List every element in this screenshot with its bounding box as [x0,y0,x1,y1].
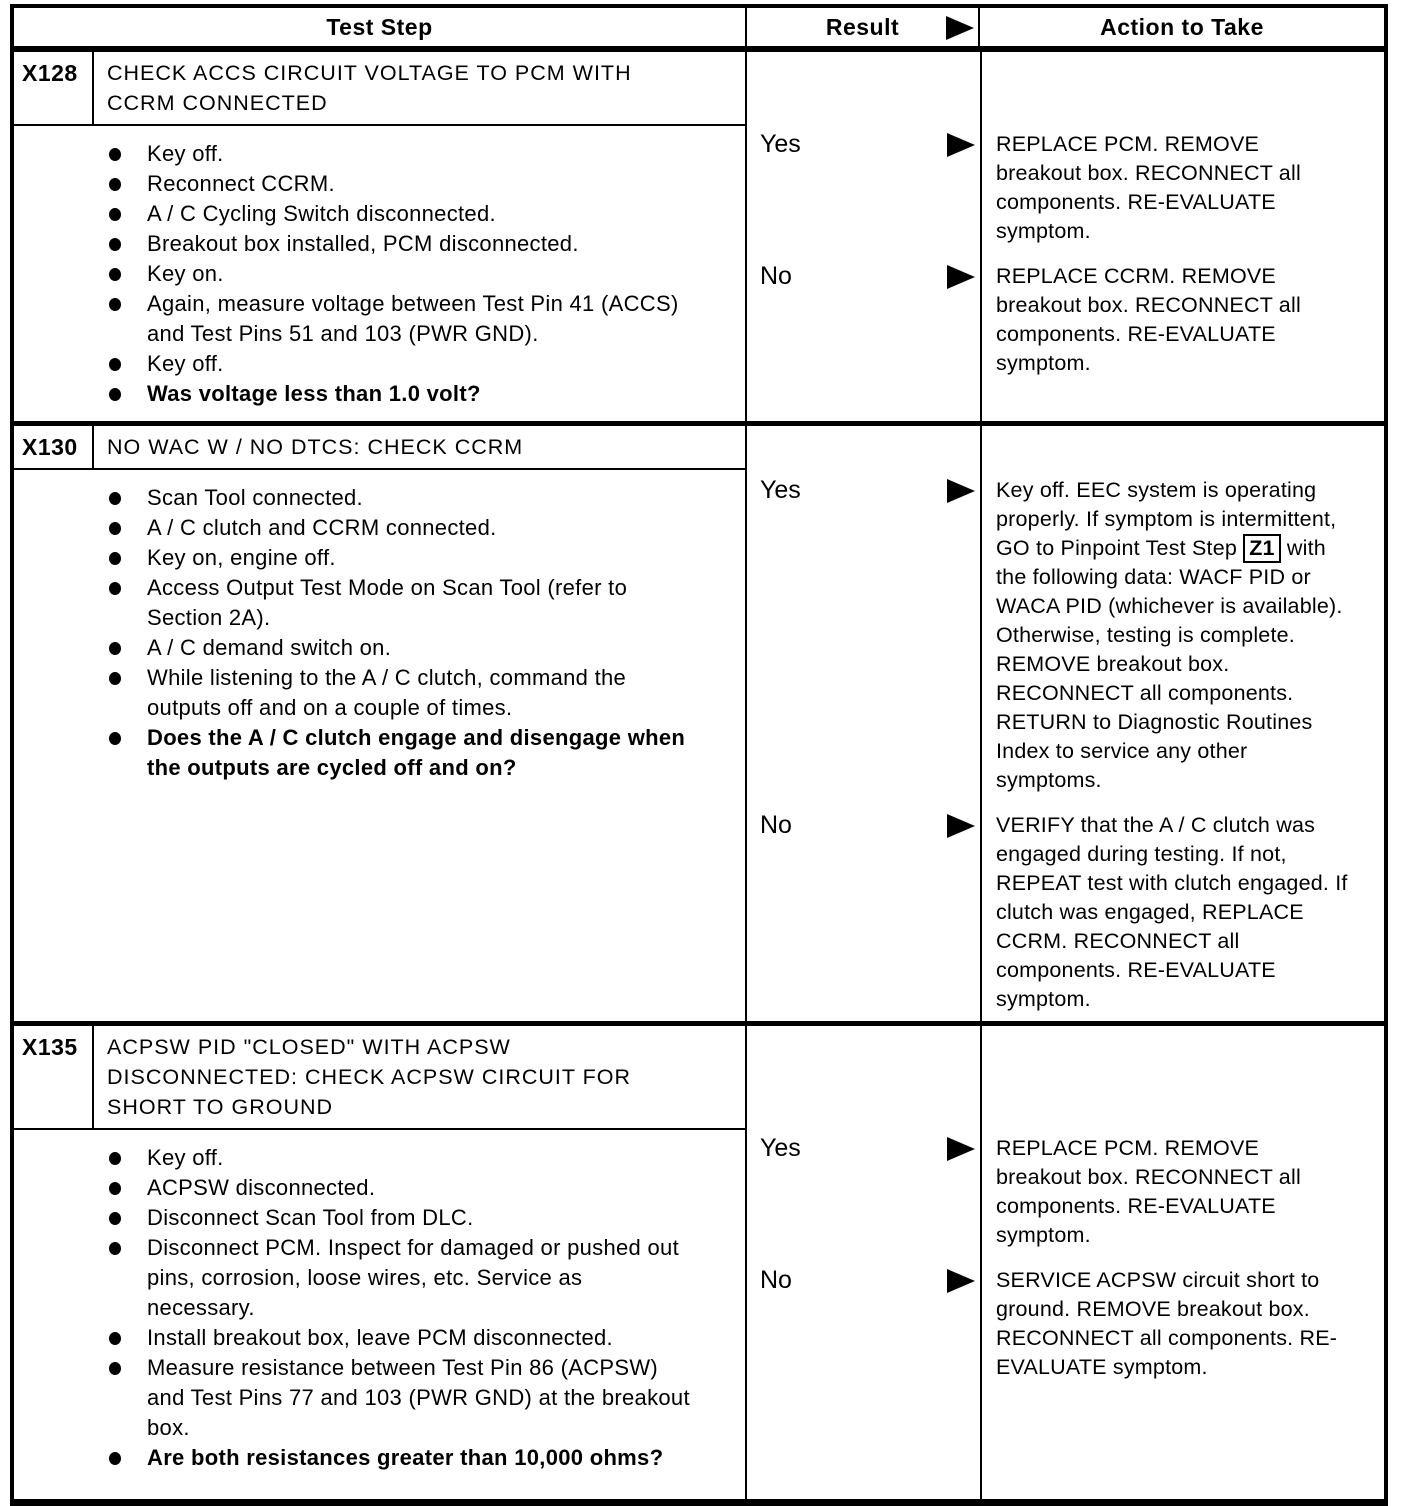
instruction-item [14,349,725,379]
instruction-item [14,1443,725,1473]
bullet-icon [109,1332,121,1345]
bullet-icon [109,358,121,371]
test-step-row [14,426,1384,1026]
instruction-text: Disconnect Scan Tool from DLC. [147,1205,474,1230]
result-action-column [747,426,1384,1021]
instruction-text: Breakout box installed, PCM disconnected. [147,231,579,256]
test-step-row [14,1026,1384,1499]
bullet-icon [109,268,121,281]
result-label: Yes [760,130,801,158]
action-text-segment: REPLACE PCM. REMOVE breakout box. RECONNECT all components. RE-EVALUATE symptom. [996,132,1301,243]
instruction-item [14,139,725,169]
result-cell [747,476,980,505]
result-cell [747,1134,980,1163]
instruction-text: Scan Tool connected. [147,485,363,510]
result-label: No [760,1266,792,1294]
instruction-item [14,1323,725,1353]
bullet-icon [109,732,121,745]
result-label: No [760,262,792,290]
header-result-label: Result [825,13,900,40]
action-text-segment: with the following data: WACF PID or WACA PID (whichever is available). Otherwise, testing is complete. REMOVE breakout box. RECONNECT all components. RETURN to Diagnostic Routines Index to service any other symptoms. [996,536,1343,792]
test-step-row [14,52,1384,426]
result-arrow-icon [947,479,975,503]
bullet-icon [109,178,121,191]
bullet-icon [109,238,121,251]
instruction-item [14,289,725,349]
result-label: No [760,811,792,839]
instruction-item [14,573,725,633]
header-action-to-take: Action to Take [1100,13,1264,40]
instruction-item [14,379,725,409]
result-label: Yes [760,476,801,504]
test-step-column [14,426,747,1021]
result-action-grid [747,52,1384,378]
instruction-text: Are both resistances greater than 10,000 ohms? [147,1445,664,1470]
instruction-text: Again, measure voltage between Test Pin 41 (ACCS) and Test Pins 51 and 103 (PWR GND). [147,291,679,346]
result-arrow-icon [946,16,974,40]
step-instruction-list [14,1130,745,1499]
step-id: X135 [14,1026,94,1128]
instruction-item [14,663,725,723]
instruction-item [14,259,725,289]
result-cell [747,262,980,291]
instruction-text: Reconnect CCRM. [147,171,335,196]
instruction-item [14,1203,725,1233]
instruction-text: ACPSW disconnected. [147,1175,376,1200]
result-cell [747,130,980,159]
instruction-text: Key off. [147,141,224,166]
instruction-item [14,483,725,513]
instruction-text: Disconnect PCM. Inspect for damaged or pushed out pins, corrosion, loose wires, etc. Service as necessary. [147,1235,679,1320]
result-arrow-icon [947,814,975,838]
action-cell [980,811,1380,1014]
result-cell [747,1266,980,1295]
action-cell [980,262,1380,378]
result-arrow-icon [947,265,975,289]
instruction-text: A / C clutch and CCRM connected. [147,515,497,540]
action-text-segment: VERIFY that the A / C clutch was engaged during testing. If not, REPEAT test with clutch engaged. If clutch was engaged, REPLACE CCRM. RECONNECT all components. RE-EVALUATE symptom. [996,813,1348,1011]
instruction-text: Measure resistance between Test Pin 86 (ACPSW) and Test Pins 77 and 103 (PWR GND) at the breakout box. [147,1355,690,1440]
action-cell [980,1266,1380,1382]
action-cell [980,130,1380,246]
instruction-item [14,199,725,229]
action-text-segment: REPLACE PCM. REMOVE breakout box. RECONNECT all components. RE-EVALUATE symptom. [996,1136,1301,1247]
bullet-icon [109,1362,121,1375]
header-result [747,8,980,46]
bullet-icon [109,1182,121,1195]
instruction-item [14,1353,725,1443]
instruction-item [14,513,725,543]
bullet-icon [109,1152,121,1165]
instruction-text: A / C Cycling Switch disconnected. [147,201,496,226]
bullet-icon [109,582,121,595]
bullet-icon [109,642,121,655]
table-header-row [14,8,1384,52]
step-header [14,52,745,126]
column-divider-line [980,426,982,1021]
column-divider-line [980,52,982,421]
instruction-text: Key on. [147,261,224,286]
action-cell [980,1134,1380,1250]
bullet-icon [109,1242,121,1255]
bullet-icon [109,672,121,685]
result-action-column [747,1026,1384,1499]
result-action-column [747,52,1384,421]
test-step-column [14,52,747,421]
boxed-step-reference: Z1 [1243,534,1281,563]
bullet-icon [109,1212,121,1225]
step-id: X130 [14,426,94,468]
instruction-text: Access Output Test Mode on Scan Tool (refer to Section 2A). [147,575,628,630]
instruction-item [14,229,725,259]
action-text-segment: Key off. EEC system is operating properly. If symptom is intermittent, GO to Pinpoint Test Step [996,478,1337,560]
instruction-item [14,1173,725,1203]
result-action-grid [747,426,1384,1014]
instruction-item [14,1143,725,1173]
action-text-segment: REPLACE CCRM. REMOVE breakout box. RECONNECT all components. RE-EVALUATE symptom. [996,264,1301,375]
step-title: ACPSW PID "CLOSED" WITH ACPSW DISCONNECTED: CHECK ACPSW CIRCUIT FOR SHORT TO GROUND [107,1035,631,1119]
instruction-text: A / C demand switch on. [147,635,392,660]
instruction-item [14,1233,725,1323]
test-step-column [14,1026,747,1499]
bullet-icon [109,522,121,535]
instruction-text: Key on, engine off. [147,545,336,570]
instruction-text: Was voltage less than 1.0 volt? [147,381,481,406]
bullet-icon [109,208,121,221]
instruction-text: Key off. [147,1145,224,1170]
action-cell [980,476,1380,795]
bullet-icon [109,492,121,505]
action-text-segment: SERVICE ACPSW circuit short to ground. REMOVE breakout box. RECONNECT all components. RE-EVALUATE symptom. [996,1268,1338,1379]
column-divider-line [980,1026,982,1499]
instruction-item [14,723,725,783]
instruction-item [14,169,725,199]
instruction-item [14,543,725,573]
step-title: CHECK ACCS CIRCUIT VOLTAGE TO PCM WITH CCRM CONNECTED [107,61,632,115]
step-id: X128 [14,52,94,124]
result-arrow-icon [947,133,975,157]
instruction-item [14,633,725,663]
step-title: NO WAC W / NO DTCS: CHECK CCRM [107,435,524,459]
step-header [14,426,745,470]
result-arrow-icon [947,1269,975,1293]
bullet-icon [109,552,121,565]
bullet-icon [109,1452,121,1465]
step-instruction-list [14,126,745,421]
result-cell [747,811,980,840]
result-label: Yes [760,1134,801,1162]
result-arrow-icon [947,1137,975,1161]
bullet-icon [109,298,121,311]
instruction-text: While listening to the A / C clutch, command the outputs off and on a couple of times. [147,665,627,720]
step-instruction-list [14,470,745,1021]
result-action-grid [747,1026,1384,1382]
header-test-step: Test Step [14,8,747,46]
steps-container [14,52,1384,1499]
step-header [14,1026,745,1130]
instruction-text: Does the A / C clutch engage and disengage when the outputs are cycled off and on? [147,725,686,780]
instruction-text: Key off. [147,351,224,376]
bullet-icon [109,148,121,161]
bullet-icon [109,388,121,401]
instruction-text: Install breakout box, leave PCM disconnected. [147,1325,613,1350]
pinpoint-test-table [10,4,1388,1506]
